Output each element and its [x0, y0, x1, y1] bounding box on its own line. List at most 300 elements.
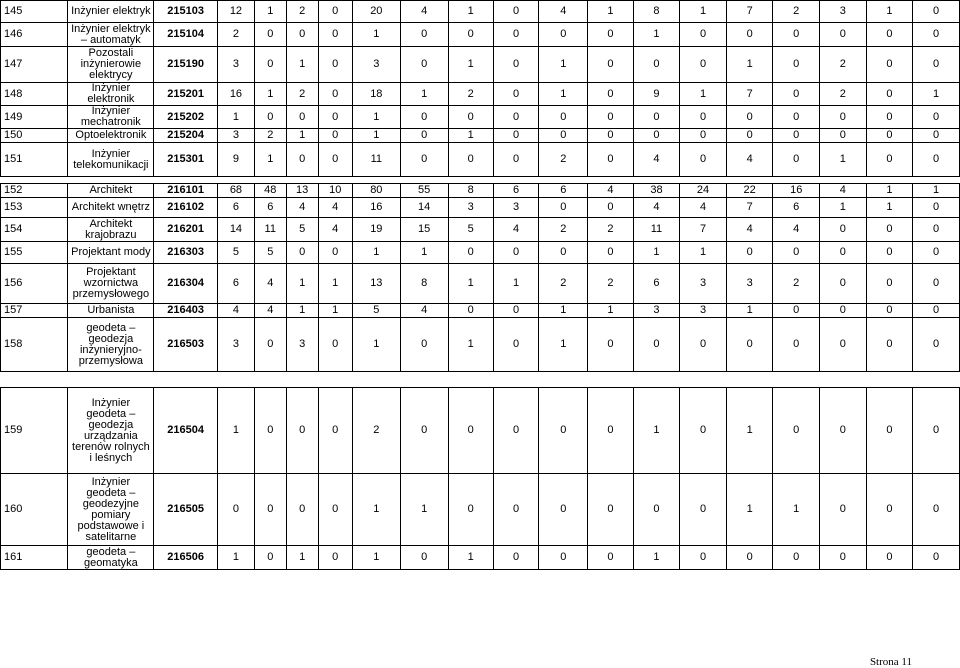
value-cell: 1 [866, 184, 913, 198]
value-cell: 1 [448, 47, 493, 83]
value-cell: 7 [726, 83, 773, 106]
value-cell: 0 [318, 143, 352, 177]
value-cell: 2 [352, 388, 400, 474]
value-cell: 1 [400, 83, 448, 106]
row-number: 161 [1, 546, 68, 570]
value-cell: 3 [680, 304, 727, 318]
value-cell: 1 [400, 474, 448, 546]
value-cell: 0 [539, 242, 588, 264]
row-number: 150 [1, 129, 68, 143]
value-cell: 0 [400, 143, 448, 177]
occupation-code: 216503 [154, 318, 218, 372]
row-number: 154 [1, 218, 68, 242]
occupation-code: 216303 [154, 242, 218, 264]
value-cell: 1 [680, 83, 727, 106]
value-cell: 0 [913, 318, 960, 372]
value-cell: 0 [493, 388, 538, 474]
value-cell: 0 [539, 546, 588, 570]
row-number: 158 [1, 318, 68, 372]
row-number: 146 [1, 23, 68, 47]
value-cell: 5 [218, 242, 255, 264]
value-cell: 0 [588, 143, 633, 177]
value-cell: 1 [773, 474, 820, 546]
value-cell: 1 [448, 546, 493, 570]
value-cell: 4 [773, 218, 820, 242]
value-cell: 0 [680, 143, 727, 177]
value-cell: 11 [352, 143, 400, 177]
table-row [1, 242, 960, 264]
value-cell: 1 [218, 388, 255, 474]
table-row [1, 83, 960, 106]
occupation-code: 215190 [154, 47, 218, 83]
value-cell: 0 [866, 474, 913, 546]
value-cell: 48 [254, 184, 286, 198]
value-cell: 2 [254, 129, 286, 143]
page-footer: Strona 11 [869, 656, 912, 668]
occupation-name: Architekt krajobrazu [68, 218, 154, 242]
spacer-cell [1, 372, 960, 388]
value-cell: 4 [726, 218, 773, 242]
row-number: 157 [1, 304, 68, 318]
value-cell: 2 [588, 264, 633, 304]
value-cell: 0 [913, 47, 960, 83]
value-cell: 9 [633, 83, 680, 106]
value-cell: 6 [218, 198, 255, 218]
value-cell: 0 [318, 23, 352, 47]
occupation-code: 216506 [154, 546, 218, 570]
occupation-name: Inżynier elektryk – automatyk [68, 23, 154, 47]
value-cell: 0 [539, 106, 588, 129]
value-cell: 1 [913, 184, 960, 198]
value-cell: 0 [820, 23, 867, 47]
value-cell: 0 [539, 198, 588, 218]
value-cell: 3 [448, 198, 493, 218]
value-cell: 0 [448, 143, 493, 177]
value-cell: 0 [633, 474, 680, 546]
value-cell: 0 [539, 23, 588, 47]
value-cell: 4 [633, 143, 680, 177]
value-cell: 0 [866, 143, 913, 177]
value-cell: 0 [318, 318, 352, 372]
value-cell: 3 [352, 47, 400, 83]
value-cell: 0 [588, 83, 633, 106]
value-cell: 8 [633, 1, 680, 23]
value-cell: 0 [820, 388, 867, 474]
value-cell: 0 [866, 47, 913, 83]
value-cell: 1 [400, 242, 448, 264]
row-number: 147 [1, 47, 68, 83]
value-cell: 0 [866, 304, 913, 318]
occupation-name: Projektant mody [68, 242, 154, 264]
value-cell: 0 [318, 474, 352, 546]
value-cell: 0 [726, 23, 773, 47]
value-cell: 1 [352, 129, 400, 143]
value-cell: 10 [318, 184, 352, 198]
occupation-name: Inżynier mechatronik [68, 106, 154, 129]
value-cell: 0 [773, 242, 820, 264]
value-cell: 0 [820, 129, 867, 143]
value-cell: 20 [352, 1, 400, 23]
value-cell: 0 [588, 47, 633, 83]
value-cell: 0 [493, 1, 538, 23]
row-number: 148 [1, 83, 68, 106]
value-cell: 0 [400, 106, 448, 129]
value-cell: 4 [680, 198, 727, 218]
table-body [1, 1, 960, 570]
table-row [1, 218, 960, 242]
table-row [1, 546, 960, 570]
value-cell: 0 [913, 129, 960, 143]
value-cell: 0 [218, 474, 255, 546]
value-cell: 0 [318, 106, 352, 129]
value-cell: 0 [400, 47, 448, 83]
row-number: 153 [1, 198, 68, 218]
occupation-code: 216101 [154, 184, 218, 198]
value-cell: 38 [633, 184, 680, 198]
value-cell: 0 [633, 47, 680, 83]
value-cell: 0 [726, 106, 773, 129]
value-cell: 0 [588, 106, 633, 129]
value-cell: 1 [286, 546, 318, 570]
value-cell: 0 [254, 106, 286, 129]
table-row [1, 184, 960, 198]
value-cell: 7 [726, 1, 773, 23]
value-cell: 1 [493, 264, 538, 304]
occupation-name: Inżynier geodeta – geodezja urządzania terenów rolnych i leśnych [68, 388, 154, 474]
value-cell: 19 [352, 218, 400, 242]
value-cell: 3 [286, 318, 318, 372]
value-cell: 0 [493, 474, 538, 546]
value-cell: 2 [820, 47, 867, 83]
row-number: 151 [1, 143, 68, 177]
value-cell: 0 [539, 388, 588, 474]
value-cell: 0 [913, 546, 960, 570]
occupation-code: 215104 [154, 23, 218, 47]
occupation-name: Projektant wzornictwa przemysłowego [68, 264, 154, 304]
value-cell: 3 [820, 1, 867, 23]
value-cell: 8 [400, 264, 448, 304]
value-cell: 0 [726, 242, 773, 264]
value-cell: 3 [680, 264, 727, 304]
occupation-code: 215201 [154, 83, 218, 106]
value-cell: 0 [726, 129, 773, 143]
value-cell: 1 [633, 23, 680, 47]
value-cell: 0 [400, 129, 448, 143]
row-number: 155 [1, 242, 68, 264]
value-cell: 0 [448, 388, 493, 474]
value-cell: 3 [633, 304, 680, 318]
occupation-code: 216505 [154, 474, 218, 546]
value-cell: 0 [286, 474, 318, 546]
value-cell: 0 [318, 129, 352, 143]
value-cell: 0 [254, 47, 286, 83]
occupation-name: Inżynier geodeta – geodezyjne pomiary podstawowe i satelitarne [68, 474, 154, 546]
value-cell: 1 [352, 242, 400, 264]
value-cell: 0 [448, 304, 493, 318]
value-cell: 0 [588, 474, 633, 546]
value-cell: 1 [633, 388, 680, 474]
occupation-code: 215204 [154, 129, 218, 143]
value-cell: 0 [493, 83, 538, 106]
value-cell: 0 [773, 83, 820, 106]
value-cell: 0 [680, 106, 727, 129]
value-cell: 0 [493, 304, 538, 318]
value-cell: 1 [286, 47, 318, 83]
value-cell: 1 [352, 474, 400, 546]
value-cell: 1 [866, 198, 913, 218]
value-cell: 0 [493, 143, 538, 177]
value-cell: 0 [680, 318, 727, 372]
value-cell: 0 [866, 83, 913, 106]
value-cell: 1 [254, 1, 286, 23]
value-cell: 4 [400, 304, 448, 318]
occupation-name: Inżynier telekomunikacji [68, 143, 154, 177]
value-cell: 0 [680, 546, 727, 570]
table-row [1, 474, 960, 546]
value-cell: 3 [218, 47, 255, 83]
value-cell: 1 [820, 198, 867, 218]
row-number: 145 [1, 1, 68, 23]
value-cell: 0 [318, 388, 352, 474]
value-cell: 0 [820, 318, 867, 372]
value-cell: 0 [254, 388, 286, 474]
value-cell: 0 [286, 106, 318, 129]
value-cell: 0 [493, 47, 538, 83]
value-cell: 0 [493, 23, 538, 47]
value-cell: 0 [773, 129, 820, 143]
value-cell: 5 [286, 218, 318, 242]
value-cell: 0 [820, 218, 867, 242]
value-cell: 1 [254, 143, 286, 177]
value-cell: 68 [218, 184, 255, 198]
row-number: 160 [1, 474, 68, 546]
value-cell: 0 [254, 546, 286, 570]
value-cell: 0 [318, 1, 352, 23]
value-cell: 4 [286, 198, 318, 218]
table-row [1, 106, 960, 129]
value-cell: 4 [318, 218, 352, 242]
value-cell: 16 [773, 184, 820, 198]
value-cell: 1 [866, 1, 913, 23]
value-cell: 0 [400, 23, 448, 47]
value-cell: 0 [773, 106, 820, 129]
value-cell: 1 [286, 304, 318, 318]
value-cell: 0 [820, 242, 867, 264]
value-cell: 0 [866, 218, 913, 242]
value-cell: 1 [726, 47, 773, 83]
value-cell: 4 [254, 304, 286, 318]
value-cell: 4 [726, 143, 773, 177]
value-cell: 0 [866, 264, 913, 304]
value-cell: 2 [539, 143, 588, 177]
table-row [1, 1, 960, 23]
value-cell: 1 [218, 106, 255, 129]
value-cell: 3 [726, 264, 773, 304]
value-cell: 0 [633, 106, 680, 129]
occupation-name: Inżynier elektryk [68, 1, 154, 23]
occupation-code: 216403 [154, 304, 218, 318]
value-cell: 1 [352, 106, 400, 129]
row-number: 149 [1, 106, 68, 129]
value-cell: 1 [633, 242, 680, 264]
value-cell: 1 [726, 474, 773, 546]
value-cell: 0 [820, 106, 867, 129]
table-row [1, 318, 960, 372]
occupation-name: Optoelektronik [68, 129, 154, 143]
value-cell: 0 [588, 388, 633, 474]
value-cell: 2 [773, 264, 820, 304]
value-cell: 0 [318, 47, 352, 83]
value-cell: 4 [539, 1, 588, 23]
value-cell: 0 [286, 388, 318, 474]
row-number: 152 [1, 184, 68, 198]
value-cell: 1 [726, 388, 773, 474]
value-cell: 1 [913, 83, 960, 106]
value-cell: 14 [218, 218, 255, 242]
value-cell: 2 [218, 23, 255, 47]
value-cell: 0 [493, 106, 538, 129]
occupation-code: 216504 [154, 388, 218, 474]
value-cell: 0 [913, 304, 960, 318]
value-cell: 0 [539, 474, 588, 546]
value-cell: 0 [680, 129, 727, 143]
value-cell: 2 [820, 83, 867, 106]
spacer-cell [1, 177, 960, 184]
value-cell: 0 [400, 546, 448, 570]
value-cell: 80 [352, 184, 400, 198]
value-cell: 0 [913, 198, 960, 218]
value-cell: 0 [866, 23, 913, 47]
value-cell: 4 [633, 198, 680, 218]
value-cell: 5 [254, 242, 286, 264]
value-cell: 0 [588, 23, 633, 47]
table-row [1, 47, 960, 83]
value-cell: 1 [352, 23, 400, 47]
value-cell: 24 [680, 184, 727, 198]
value-cell: 0 [913, 218, 960, 242]
value-cell: 11 [633, 218, 680, 242]
value-cell: 6 [218, 264, 255, 304]
occupation-name: geodeta – geodezja inżynieryjno-przemysłowa [68, 318, 154, 372]
value-cell: 3 [218, 318, 255, 372]
value-cell: 15 [400, 218, 448, 242]
occupation-name: Urbanista [68, 304, 154, 318]
value-cell: 1 [448, 129, 493, 143]
value-cell: 9 [218, 143, 255, 177]
value-cell: 0 [773, 304, 820, 318]
value-cell: 0 [680, 474, 727, 546]
value-cell: 0 [318, 83, 352, 106]
value-cell: 0 [913, 264, 960, 304]
value-cell: 1 [539, 318, 588, 372]
occupation-code: 215103 [154, 1, 218, 23]
table-row [1, 388, 960, 474]
value-cell: 0 [588, 546, 633, 570]
value-cell: 0 [820, 546, 867, 570]
value-cell: 11 [254, 218, 286, 242]
value-cell: 0 [318, 242, 352, 264]
value-cell: 0 [448, 242, 493, 264]
value-cell: 0 [866, 388, 913, 474]
value-cell: 1 [318, 264, 352, 304]
value-cell: 1 [318, 304, 352, 318]
value-cell: 0 [866, 242, 913, 264]
value-cell: 1 [633, 546, 680, 570]
value-cell: 4 [588, 184, 633, 198]
value-cell: 3 [493, 198, 538, 218]
value-cell: 0 [913, 23, 960, 47]
value-cell: 1 [352, 318, 400, 372]
value-cell: 0 [680, 47, 727, 83]
value-cell: 1 [352, 546, 400, 570]
value-cell: 1 [588, 1, 633, 23]
value-cell: 2 [588, 218, 633, 242]
value-cell: 13 [286, 184, 318, 198]
value-cell: 6 [633, 264, 680, 304]
value-cell: 0 [286, 23, 318, 47]
value-cell: 5 [448, 218, 493, 242]
value-cell: 0 [866, 546, 913, 570]
value-cell: 0 [448, 474, 493, 546]
value-cell: 0 [726, 546, 773, 570]
value-cell: 1 [448, 264, 493, 304]
occupation-name: geodeta – geomatyka [68, 546, 154, 570]
value-cell: 4 [254, 264, 286, 304]
value-cell: 0 [820, 474, 867, 546]
occupation-name: Architekt [68, 184, 154, 198]
value-cell: 7 [726, 198, 773, 218]
value-cell: 0 [913, 242, 960, 264]
occupation-code: 216102 [154, 198, 218, 218]
occupation-name: Inżynier elektronik [68, 83, 154, 106]
value-cell: 0 [254, 474, 286, 546]
value-cell: 0 [400, 388, 448, 474]
occupation-code: 215301 [154, 143, 218, 177]
value-cell: 0 [773, 47, 820, 83]
value-cell: 4 [218, 304, 255, 318]
occupation-name: Architekt wnętrz [68, 198, 154, 218]
value-cell: 6 [493, 184, 538, 198]
value-cell: 0 [588, 242, 633, 264]
value-cell: 0 [680, 23, 727, 47]
value-cell: 1 [539, 83, 588, 106]
value-cell: 0 [539, 129, 588, 143]
value-cell: 22 [726, 184, 773, 198]
row-spacer [1, 177, 960, 184]
table-row [1, 198, 960, 218]
value-cell: 0 [588, 318, 633, 372]
value-cell: 18 [352, 83, 400, 106]
value-cell: 55 [400, 184, 448, 198]
value-cell: 14 [400, 198, 448, 218]
value-cell: 0 [493, 242, 538, 264]
value-cell: 2 [539, 218, 588, 242]
value-cell: 2 [539, 264, 588, 304]
value-cell: 1 [448, 318, 493, 372]
value-cell: 1 [820, 143, 867, 177]
occupation-name: Pozostali inżynierowie elektrycy [68, 47, 154, 83]
table-row [1, 23, 960, 47]
value-cell: 4 [400, 1, 448, 23]
value-cell: 0 [493, 318, 538, 372]
value-cell: 16 [218, 83, 255, 106]
value-cell: 6 [773, 198, 820, 218]
table-row [1, 143, 960, 177]
value-cell: 0 [913, 474, 960, 546]
value-cell: 1 [680, 242, 727, 264]
value-cell: 1 [588, 304, 633, 318]
table-row [1, 264, 960, 304]
